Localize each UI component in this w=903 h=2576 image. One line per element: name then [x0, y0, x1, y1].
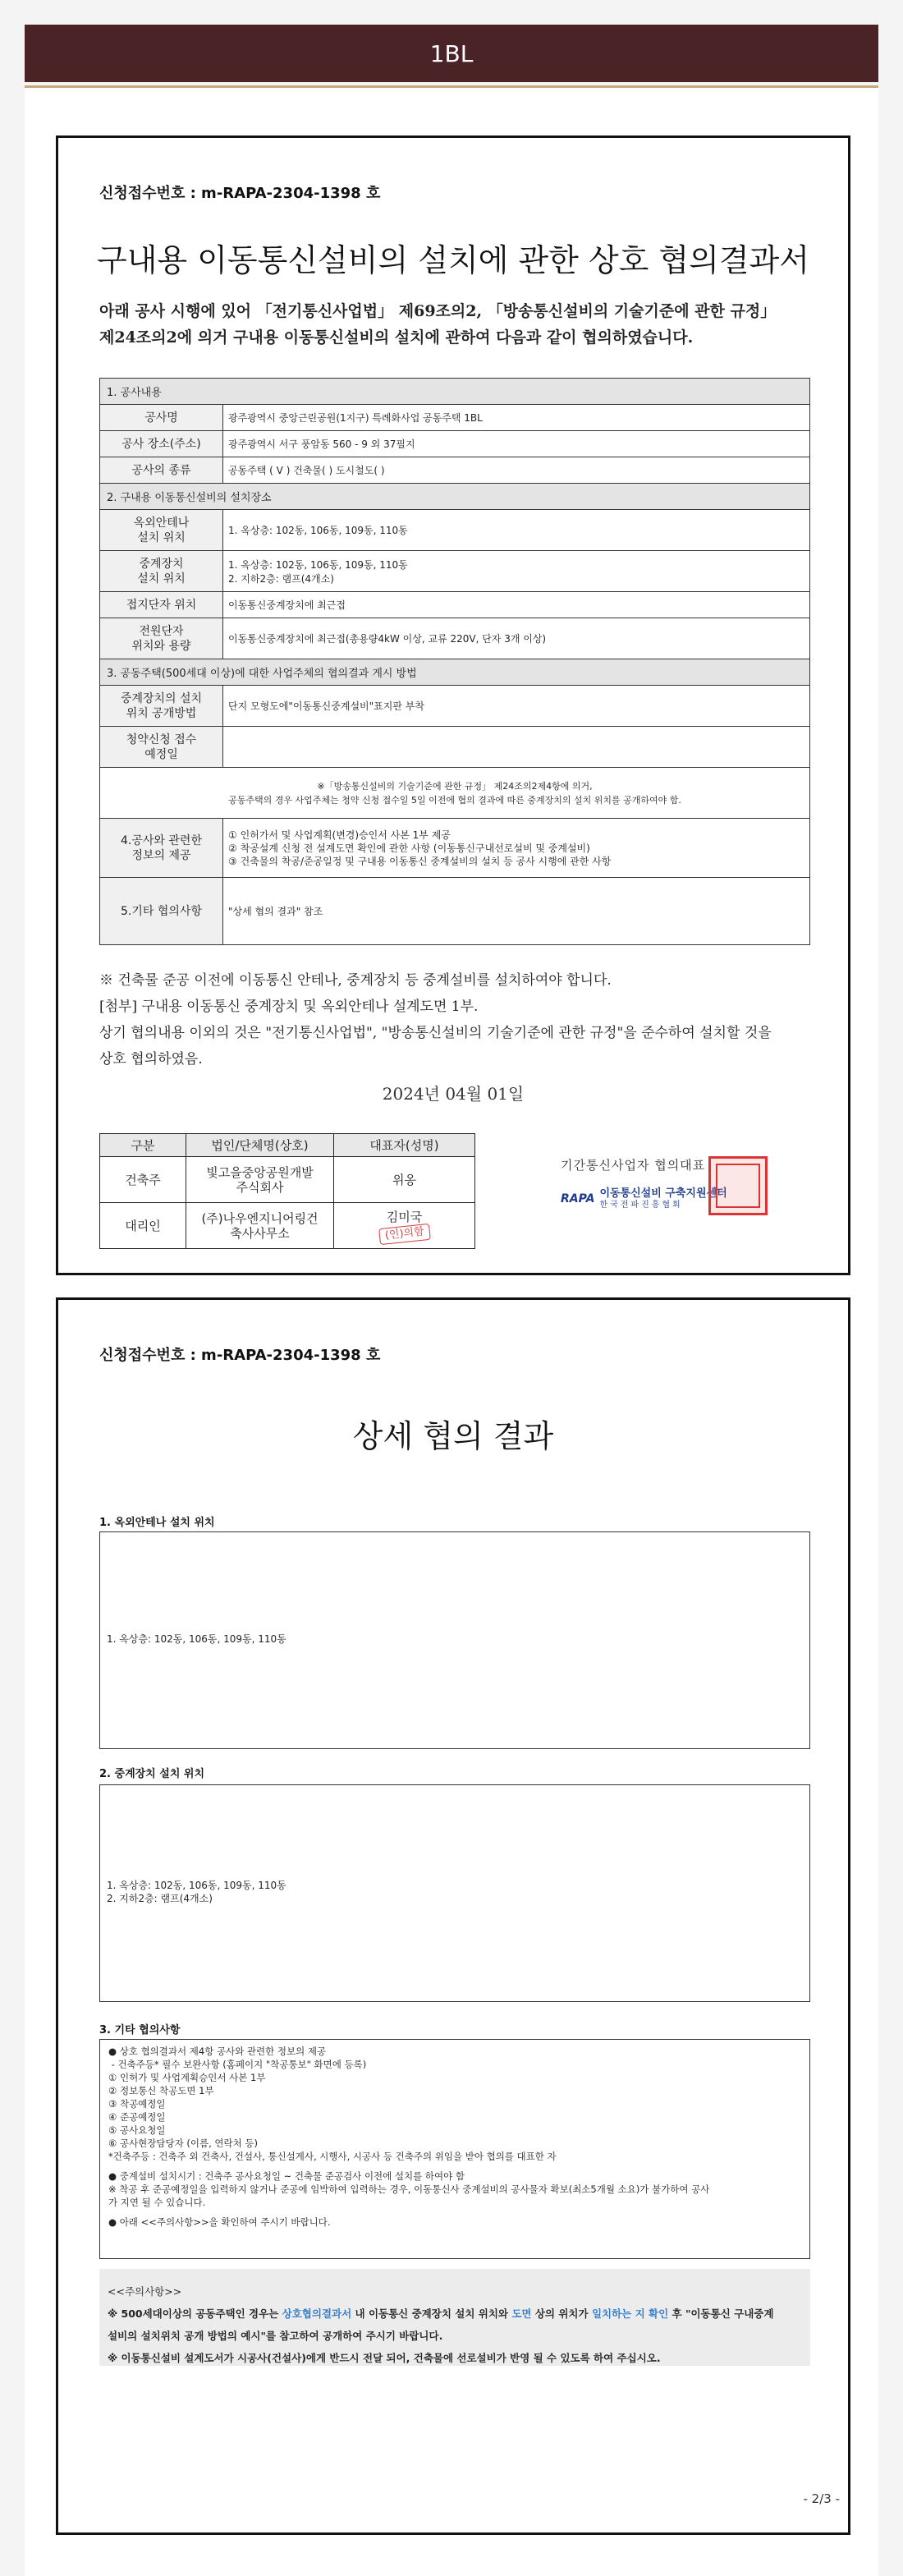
caution-heading: <<주의사항>> — [108, 2285, 182, 2298]
text-line: 1. 옥상층: 102동, 106동, 109동, 110동 — [107, 1880, 286, 1891]
row-value — [223, 551, 810, 592]
caution-text: ※ 이동통신설비 설계도서가 시공사(건설사)에게 반드시 전달 되어, 건축물에 선로설비가 반영 될 수 있도록 하여 주십시오. — [108, 2352, 661, 2364]
text-line: ● 아래 <<주의사항>>을 확인하여 주시기 바랍니다. — [108, 2216, 331, 2228]
section-label: 2. 중계장치 설치 위치 — [99, 1768, 205, 1780]
text-line: - 건축주등* 필수 보완사항 (홈페이지 "착공통보" 화면에 등록) — [108, 2059, 367, 2070]
org-line: (주)나우엔지니어링건 — [201, 1210, 319, 1226]
text-line: 2. 지하2층: 램프(4개소) — [107, 1893, 213, 1904]
box-text: 1. 옥상층: 102동, 106동, 109동, 110동 — [107, 1633, 286, 1645]
detail-title: 상세 협의 결과 — [352, 1418, 554, 1454]
text-line: ⑤ 공사요청일 — [108, 2124, 166, 2136]
box-text — [107, 1879, 286, 1905]
caution-text: 내 이동통신 중계장치 설치 위치와 — [351, 2307, 512, 2320]
sign-org — [186, 1157, 334, 1203]
row-value: 단지 모형도에"이동통신중계설비"표지판 부착 — [223, 686, 810, 727]
note-line: ※「방송통신설비의 기술기준에 관한 규정」 제24조의2제4항에 의거, — [317, 780, 593, 792]
rapa-logo-mark: RAPA — [561, 1192, 595, 1205]
highlight-text: 일치하는 지 확인 — [591, 2307, 669, 2320]
label-line: 위치와 용량 — [131, 639, 191, 653]
spacer — [108, 2209, 801, 2216]
label-line: 옥외안테나 — [133, 516, 190, 530]
rapa-logo — [561, 1187, 727, 1210]
note-line: [첨부] 구내용 이동통신 중계장치 및 옥외안테나 설계도면 1부. — [99, 999, 479, 1015]
org-line: 빛고을중앙공원개발 — [206, 1164, 314, 1180]
value-line: ③ 건축물의 착공/준공일정 및 구내용 이동통신 중계설비의 설치 등 공사 시행에 관한 사항 — [228, 855, 612, 867]
row-value: 이동통신중계장치에 최근접 — [223, 592, 810, 618]
page-number: - 2/3 - — [803, 2491, 840, 2506]
legal-note — [100, 768, 810, 819]
text-line: ● 상호 협의결과서 제4항 공사와 관련한 정보의 제공 — [108, 2046, 327, 2057]
text-line: ● 중계설비 설치시기 : 건축주 공사요청일 ~ 건축물 준공검사 이전에 설치를 하여야 함 — [108, 2170, 465, 2182]
note-line: 상기 협의내용 이외의 것은 "전기통신사업법", "방송통신설비의 기술기준에 관한 규정"을 준수하여 설치할 것을 — [99, 1025, 772, 1041]
value-line: 1. 옥상층: 102동, 106동, 109동, 110동 — [228, 558, 408, 571]
caution-line — [108, 2347, 802, 2369]
spacer — [108, 2163, 801, 2170]
agreement-date: 2024년 04월 01일 — [382, 1084, 525, 1104]
caution-text: 설비의 설치위치 공개 방법의 예시"를 참고하여 공개하여 주시기 바랍니다. — [108, 2330, 443, 2342]
row-label — [100, 727, 223, 768]
logo-subname: 한국전파진흥협회 — [599, 1201, 683, 1210]
intro-text — [99, 298, 807, 351]
section-label: 1. 옥외안테나 설치 위치 — [99, 1517, 215, 1529]
header-title: 1BL — [429, 39, 474, 67]
cert-title: 기간통신사업자 협의대표 — [561, 1158, 706, 1173]
intro-line: 제24조의2에 의거 구내용 이동통신설비의 설치에 관하여 다음과 같이 협의하였습니다. — [99, 328, 694, 347]
note-line: ※ 건축물 준공 이전에 이동통신 안테나, 중계장치 등 중계설비를 설치하여야 합니다. — [99, 972, 612, 989]
label-line: 정보의 제공 — [131, 848, 191, 862]
note-line: 공동주택의 경우 사업주체는 청약 신청 접수일 5일 이전에 협의 결과에 따른 중계장치의 설치 위치를 공개하여야 함. — [228, 794, 681, 806]
value-line: ② 착공설계 신청 전 설계도면 확인에 관한 사항 (이동통신구내선로설비 및 중계설비) — [228, 842, 590, 854]
other-matters-box — [99, 2039, 810, 2259]
label-line: 설치 위치 — [137, 572, 186, 585]
text-line: ① 인허가 및 사업계획승인서 사본 1부 — [108, 2072, 266, 2083]
caution-line — [108, 2325, 802, 2347]
row-label — [100, 819, 223, 878]
intro-line: 아래 공사 시행에 있어 「전기통신사업법」 제69조의2, 「방송통신설비의 기술기준에 관한 규정」 — [99, 302, 777, 320]
value-line: ① 인허가서 및 사업계획(변경)승인서 사본 1부 제공 — [228, 829, 451, 841]
row-value: 이동통신중계장치에 최근접(총용량4kW 이상, 교류 220V, 단자 3개 이상) — [223, 618, 810, 659]
org-line: 주식회사 — [236, 1179, 284, 1195]
section-label: 3. 기타 협의사항 — [99, 2024, 181, 2036]
highlight-text: 도면 — [511, 2307, 532, 2320]
sign-org — [186, 1203, 334, 1249]
label-line: 예정일 — [144, 747, 178, 761]
agreement-sheet — [56, 135, 850, 1275]
seal-stamp-icon: (인)의함 — [378, 1223, 431, 1244]
text-line: ③ 착공예정일 — [108, 2098, 166, 2110]
label-line: 전원단자 — [139, 624, 184, 638]
column-header: 대표자(성명) — [334, 1134, 475, 1157]
row-label — [100, 551, 223, 592]
sign-rep: 위옹 — [334, 1157, 475, 1203]
row-value: 광주광역시 서구 풍암동 560 - 9 외 37필지 — [223, 431, 810, 457]
header-bar — [25, 25, 878, 82]
registration-number: 신청접수번호 : m-RAPA-2304-1398 호 — [99, 1347, 381, 1364]
text-line: 가 지연 될 수 있습니다. — [108, 2197, 206, 2208]
antenna-location-box — [99, 1531, 810, 1749]
row-value: "상세 협의 결과" 참조 — [223, 878, 810, 945]
label-line: 4.공사와 관련한 — [121, 833, 202, 847]
row-label: 공사 장소(주소) — [100, 431, 223, 457]
caution-line — [108, 2303, 802, 2325]
agreement-table — [99, 378, 810, 945]
row-label — [100, 618, 223, 659]
row-label: 공사명 — [100, 405, 223, 431]
sign-rep — [334, 1203, 475, 1249]
registration-number: 신청접수번호 : m-RAPA-2304-1398 호 — [99, 185, 381, 202]
official-seal-icon — [708, 1156, 768, 1215]
caution-box — [99, 2269, 810, 2366]
text-line: ② 정보통신 착공도면 1부 — [108, 2085, 214, 2096]
row-value: 광주광역시 중앙근린공원(1지구) 특례화사업 공동주택 1BL — [223, 405, 810, 431]
column-header: 구분 — [100, 1134, 186, 1157]
text-line: ※ 착공 후 준공예정일을 입력하지 않거나 준공에 임박하여 입력하는 경우, 이동통신사 중계설비의 공사물자 확보(최소5개월 소요)가 불가하여 공사 — [108, 2183, 710, 2195]
repeater-location-box — [99, 1784, 810, 2002]
row-value — [223, 727, 810, 768]
org-line: 축사사무소 — [230, 1225, 290, 1241]
row-label — [100, 686, 223, 727]
text-line: ④ 준공예정일 — [108, 2111, 166, 2123]
logo-name: 이동통신설비 구축지원센터 — [599, 1187, 727, 1200]
section-header: 1. 공사내용 — [100, 379, 810, 405]
caution-text: 상의 위치가 — [531, 2307, 592, 2320]
caution-text: 후 "이동통신 구내중계 — [668, 2307, 774, 2320]
sign-role: 대리인 — [100, 1203, 186, 1249]
detail-sheet — [56, 1297, 850, 2535]
note-line: 상호 협의하였음. — [99, 1051, 203, 1068]
document-title: 구내용 이동통신설비의 설치에 관한 상호 협의결과서 — [97, 242, 809, 278]
carrier-certification — [561, 1156, 774, 1222]
label-line: 위치 공개방법 — [126, 706, 197, 720]
text-line: ⑥ 공사현장담당자 (이름, 연락처 등) — [108, 2137, 258, 2149]
column-header: 법인/단체명(상호) — [186, 1134, 334, 1157]
rep-name: 김미국 — [386, 1209, 423, 1224]
label-line: 중계장치의 설치 — [120, 691, 203, 705]
row-label — [100, 510, 223, 551]
row-label: 공사의 종류 — [100, 457, 223, 484]
row-value: 공동주택 ( V ) 건축물( ) 도시철도( ) — [223, 457, 810, 484]
sign-role: 건축주 — [100, 1157, 186, 1203]
section-header: 2. 구내용 이동통신설비의 설치장소 — [100, 484, 810, 510]
label-line: 중계장치 — [139, 557, 184, 571]
section-header: 3. 공동주택(500세대 이상)에 대한 사업주체의 협의결과 게시 방법 — [100, 659, 810, 686]
signature-table — [99, 1133, 475, 1249]
seal-inner — [716, 1164, 760, 1208]
row-value — [223, 819, 810, 878]
highlight-text: 상호협의결과서 — [282, 2307, 352, 2320]
label-line: 설치 위치 — [137, 530, 186, 544]
value-line: 2. 지하2층: 램프(4개소) — [228, 572, 334, 585]
row-label: 5.기타 협의사항 — [100, 878, 223, 945]
text-line: *건축주등 : 건축주 외 건축사, 건설사, 통신설계사, 시행사, 시공사 등 건축주의 위임을 받아 협의를 대표한 자 — [108, 2151, 557, 2162]
row-value: 1. 옥상층: 102동, 106동, 109동, 110동 — [223, 510, 810, 551]
label-line: 청약신청 접수 — [126, 732, 197, 746]
caution-text: ※ 500세대이상의 공동주택인 경우는 — [108, 2307, 282, 2320]
row-label: 접지단자 위치 — [100, 592, 223, 618]
closing-notes — [99, 967, 807, 1072]
